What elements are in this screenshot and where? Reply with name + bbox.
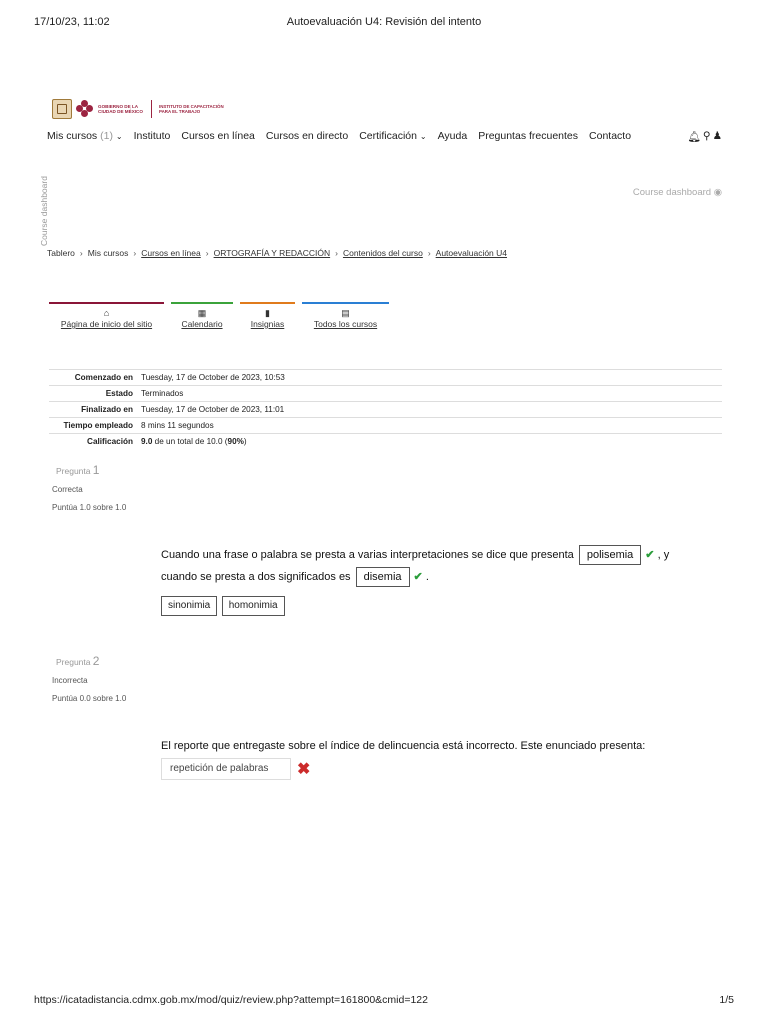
city-seal-icon (52, 99, 72, 119)
main-nav (47, 130, 631, 142)
breadcrumb-cursos-en-linea[interactable]: Cursos en línea (141, 248, 201, 258)
grade-value: 9.0 de un total de 10.0 (90%) (137, 434, 722, 450)
nav-ayuda[interactable]: Ayuda (437, 130, 468, 142)
breadcrumb-mis-cursos: Mis cursos (87, 248, 129, 258)
drop-zone-answer-2[interactable]: disemia (356, 567, 410, 587)
nav-contacto[interactable]: Contacto (589, 130, 632, 142)
course-dashboard-link[interactable]: Course dashboard ◉ (632, 187, 722, 198)
logo-gov-text: GOBIERNO DE LA CIUDAD DE MÉXICO (98, 103, 143, 114)
breadcrumb-curso[interactable]: ORTOGRAFÍA Y REDACCIÓN (213, 248, 331, 258)
answer-field[interactable]: repetición de palabras (161, 758, 291, 780)
question-status: Incorrecta (52, 676, 88, 685)
nav-instituto[interactable]: Instituto (133, 130, 171, 142)
chevron-down-icon: ⌄ (115, 132, 123, 141)
drop-zone-answer-1[interactable]: polisemia (579, 545, 641, 565)
bell-icon[interactable]: 🔔︎ (687, 131, 701, 143)
cross-icon: ✖ (297, 761, 311, 778)
drag-option[interactable]: homonimia (222, 596, 285, 616)
chevron-down-icon: ⌄ (419, 132, 427, 141)
question-score: Puntúa 1.0 sobre 1.0 (52, 503, 127, 512)
tile-all-courses[interactable]: ▤ Todos los cursos (302, 302, 389, 335)
tile-home[interactable]: ⌂ Página de inicio del sitio (49, 302, 164, 335)
print-date: 17/10/23, 11:02 (34, 16, 110, 28)
tile-calendar[interactable]: ▦ Calendario (171, 302, 233, 335)
breadcrumb-current[interactable]: Autoevaluación U4 (435, 248, 508, 258)
print-url: https://icatadistancia.cdmx.gob.mx/mod/quiz/review.php?attempt=161800&cmid=122 (34, 994, 428, 1006)
drag-options (161, 595, 285, 616)
attempt-summary-table (49, 369, 722, 449)
book-icon: ▤ (341, 308, 350, 318)
table-row: Calificación 9.0 de un total de 10.0 (90%) (49, 434, 722, 450)
course-dashboard-toggle[interactable] (39, 176, 53, 246)
quick-links (49, 302, 389, 335)
nav-cursos-en-directo[interactable]: Cursos en directo (265, 130, 349, 142)
user-icon[interactable]: ♟ (712, 130, 722, 142)
breadcrumb-tablero[interactable]: Tablero (47, 248, 75, 258)
question-1-info: Pregunta 1 Correcta Puntúa 1.0 sobre 1.0 (52, 461, 126, 517)
cdmx-flower-icon (76, 100, 94, 118)
tile-badges[interactable]: ▮ Insignias (240, 302, 295, 335)
calendar-icon: ▦ (197, 308, 207, 318)
table-row: Finalizado en Tuesday, 17 de October de 2023, 11:01 (49, 402, 722, 418)
nav-certificacion[interactable]: Certificación ⌄ (359, 130, 427, 142)
question-2-text: El reporte que entregaste sobre el índice de delincuencia está incorrecto. Este enunciado presenta: (161, 740, 646, 752)
logo-institute-text: INSTITUTO DE CAPACITACIÓN PARA EL TRABAJO (159, 103, 224, 114)
question-score: Puntúa 0.0 sobre 1.0 (52, 694, 127, 703)
course-dashboard-vertical-label: Course dashboard (39, 176, 49, 246)
nav-preguntas-frecuentes[interactable]: Preguntas frecuentes (478, 130, 579, 142)
nav-icons (688, 130, 722, 143)
nav-cursos-en-linea[interactable]: Cursos en línea (181, 130, 255, 142)
question-1-text: Cuando una frase o palabra se presta a varias interpretaciones se dice que presenta polisemia ✔ , y cuando se presta a dos significados es disemia ✔ . (161, 544, 721, 588)
question-2-answer (161, 758, 310, 780)
breadcrumb-contenidos[interactable]: Contenidos del curso (342, 248, 423, 258)
dashboard-icon: ◉ (713, 187, 722, 198)
question-2-info: Pregunta 2 Incorrecta Puntúa 0.0 sobre 1.0 (52, 652, 126, 708)
print-title: Autoevaluación U4: Revisión del intento (286, 16, 482, 28)
check-icon: ✔ (413, 571, 423, 583)
drag-option[interactable]: sinonimia (161, 596, 217, 616)
table-row: Estado Terminados (49, 386, 722, 402)
home-icon: ⌂ (103, 308, 110, 318)
nav-mis-cursos[interactable]: Mis cursos (1) ⌄ (47, 130, 123, 142)
search-icon[interactable]: ⚲ (702, 130, 711, 142)
table-row: Tiempo empleado 8 mins 11 segundos (49, 418, 722, 434)
table-row: Comenzado en Tuesday, 17 de October de 2023, 10:53 (49, 370, 722, 386)
breadcrumb: Tablero › Mis cursos › Cursos en línea › ORTOGRAFÍA Y REDACCIÓN › Contenidos del curso › Autoevaluación U4 (47, 248, 508, 258)
bookmark-icon: ▮ (265, 308, 270, 318)
print-page-number: 1/5 (719, 994, 734, 1006)
question-status: Correcta (52, 485, 83, 494)
check-icon: ✔ (645, 549, 655, 561)
site-logo[interactable] (52, 98, 239, 120)
logo-divider (151, 100, 152, 118)
